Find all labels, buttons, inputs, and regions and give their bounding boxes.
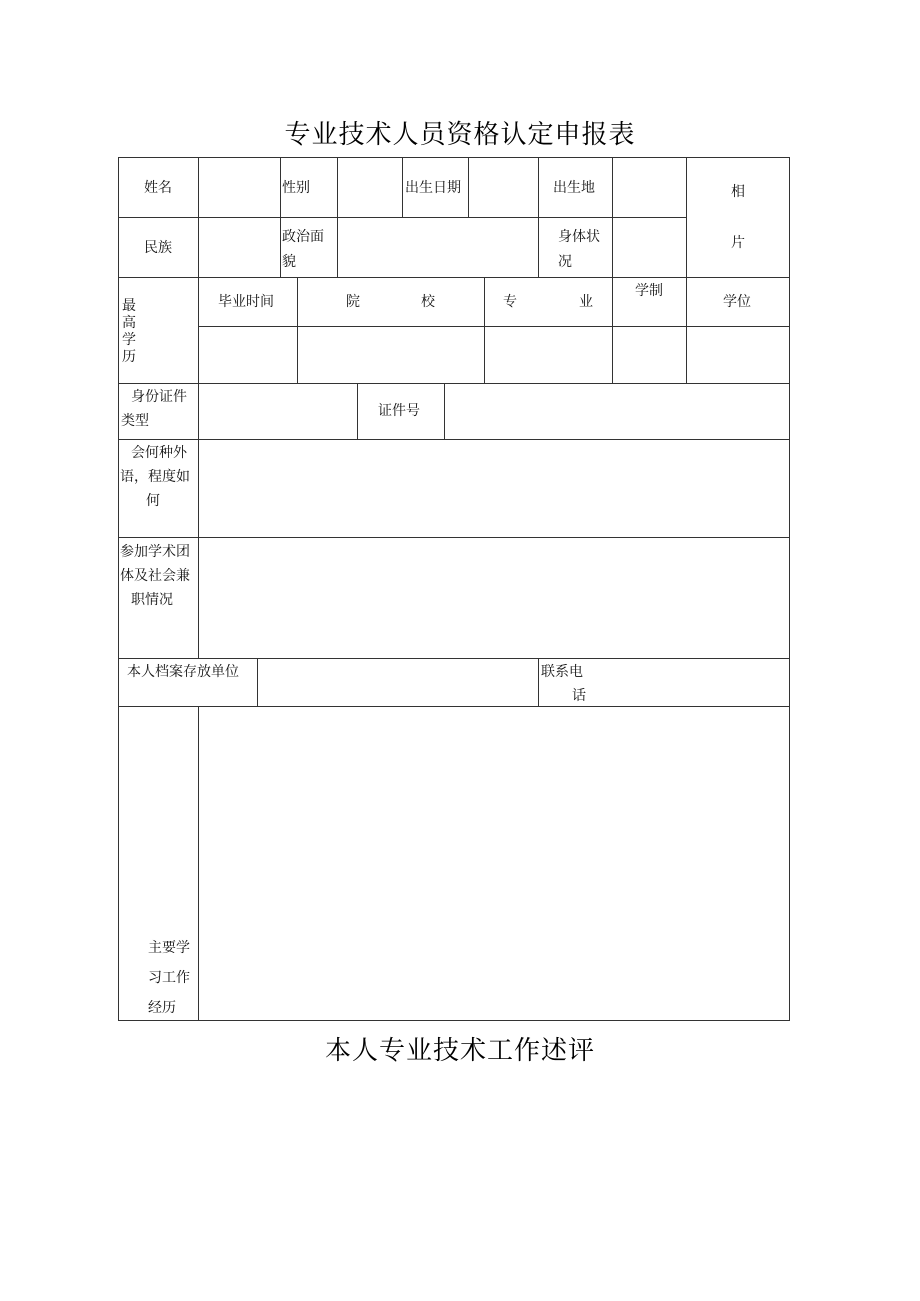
- health-field[interactable]: [613, 218, 686, 277]
- languages-label-1: 会何种外: [131, 445, 187, 461]
- experience-label-3: 经历: [148, 1000, 176, 1016]
- name-label: 姓名: [144, 180, 172, 196]
- id-type-label-2: 类型: [121, 413, 149, 429]
- id-type-label-1: 身份证件: [131, 389, 187, 405]
- highest-education-label: 最高学历: [122, 298, 136, 365]
- health-label-2: 况: [558, 254, 572, 270]
- archive-unit-field[interactable]: [258, 659, 538, 706]
- gender-field[interactable]: [338, 158, 402, 217]
- id-number-field[interactable]: [445, 384, 789, 439]
- photo-box[interactable]: [687, 158, 789, 277]
- political-label-2: 貌: [282, 254, 296, 270]
- ethnicity-field[interactable]: [199, 218, 280, 277]
- degree-header: 学位: [723, 294, 751, 310]
- experience-field[interactable]: [199, 707, 789, 1020]
- name-field[interactable]: [199, 158, 280, 217]
- photo-label-1: 相: [731, 184, 745, 200]
- grad-time-field[interactable]: [199, 327, 297, 383]
- duration-header: 学制: [635, 283, 663, 299]
- gender-label: 性别: [282, 180, 310, 196]
- grad-time-header: 毕业时间: [218, 294, 274, 310]
- school-header-a: 院: [346, 294, 360, 310]
- section-title: 本人专业技术工作述评: [324, 1036, 595, 1066]
- degree-field[interactable]: [687, 327, 789, 383]
- academic-label-2: 体及社会兼: [120, 568, 190, 584]
- languages-field[interactable]: [199, 440, 789, 537]
- form-title: 专业技术人员资格认定申报表: [284, 120, 636, 150]
- ethnicity-label: 民族: [144, 240, 172, 256]
- health-label-1: 身体状: [558, 229, 600, 245]
- id-number-label: 证件号: [378, 403, 420, 419]
- major-field[interactable]: [485, 327, 612, 383]
- birth-place-label: 出生地: [553, 180, 595, 196]
- birth-date-field[interactable]: [469, 158, 538, 217]
- archive-unit-label: 本人档案存放单位: [127, 664, 239, 680]
- major-header-b: 业: [579, 294, 593, 310]
- school-field[interactable]: [298, 327, 484, 383]
- phone-field[interactable]: [590, 659, 789, 706]
- languages-label-2: 语，程度如: [120, 469, 190, 485]
- major-header-a: 专: [503, 294, 517, 310]
- school-header-b: 校: [421, 294, 435, 310]
- political-field[interactable]: [338, 218, 538, 277]
- duration-field[interactable]: [613, 327, 686, 383]
- academic-label-3: 职情况: [131, 592, 173, 608]
- academic-field[interactable]: [199, 538, 789, 658]
- political-label-1: 政治面: [282, 229, 324, 245]
- experience-label-1: 主要学: [148, 940, 190, 956]
- experience-label-2: 习工作: [148, 970, 190, 986]
- birth-place-field[interactable]: [613, 158, 686, 217]
- phone-label-1: 联系电: [541, 664, 583, 680]
- phone-label-2: 话: [572, 688, 586, 704]
- birth-date-label: 出生日期: [405, 180, 461, 196]
- photo-label-2: 片: [731, 235, 745, 251]
- languages-label-3: 何: [146, 493, 160, 509]
- id-type-field[interactable]: [199, 384, 357, 439]
- academic-label-1: 参加学术团: [120, 544, 190, 560]
